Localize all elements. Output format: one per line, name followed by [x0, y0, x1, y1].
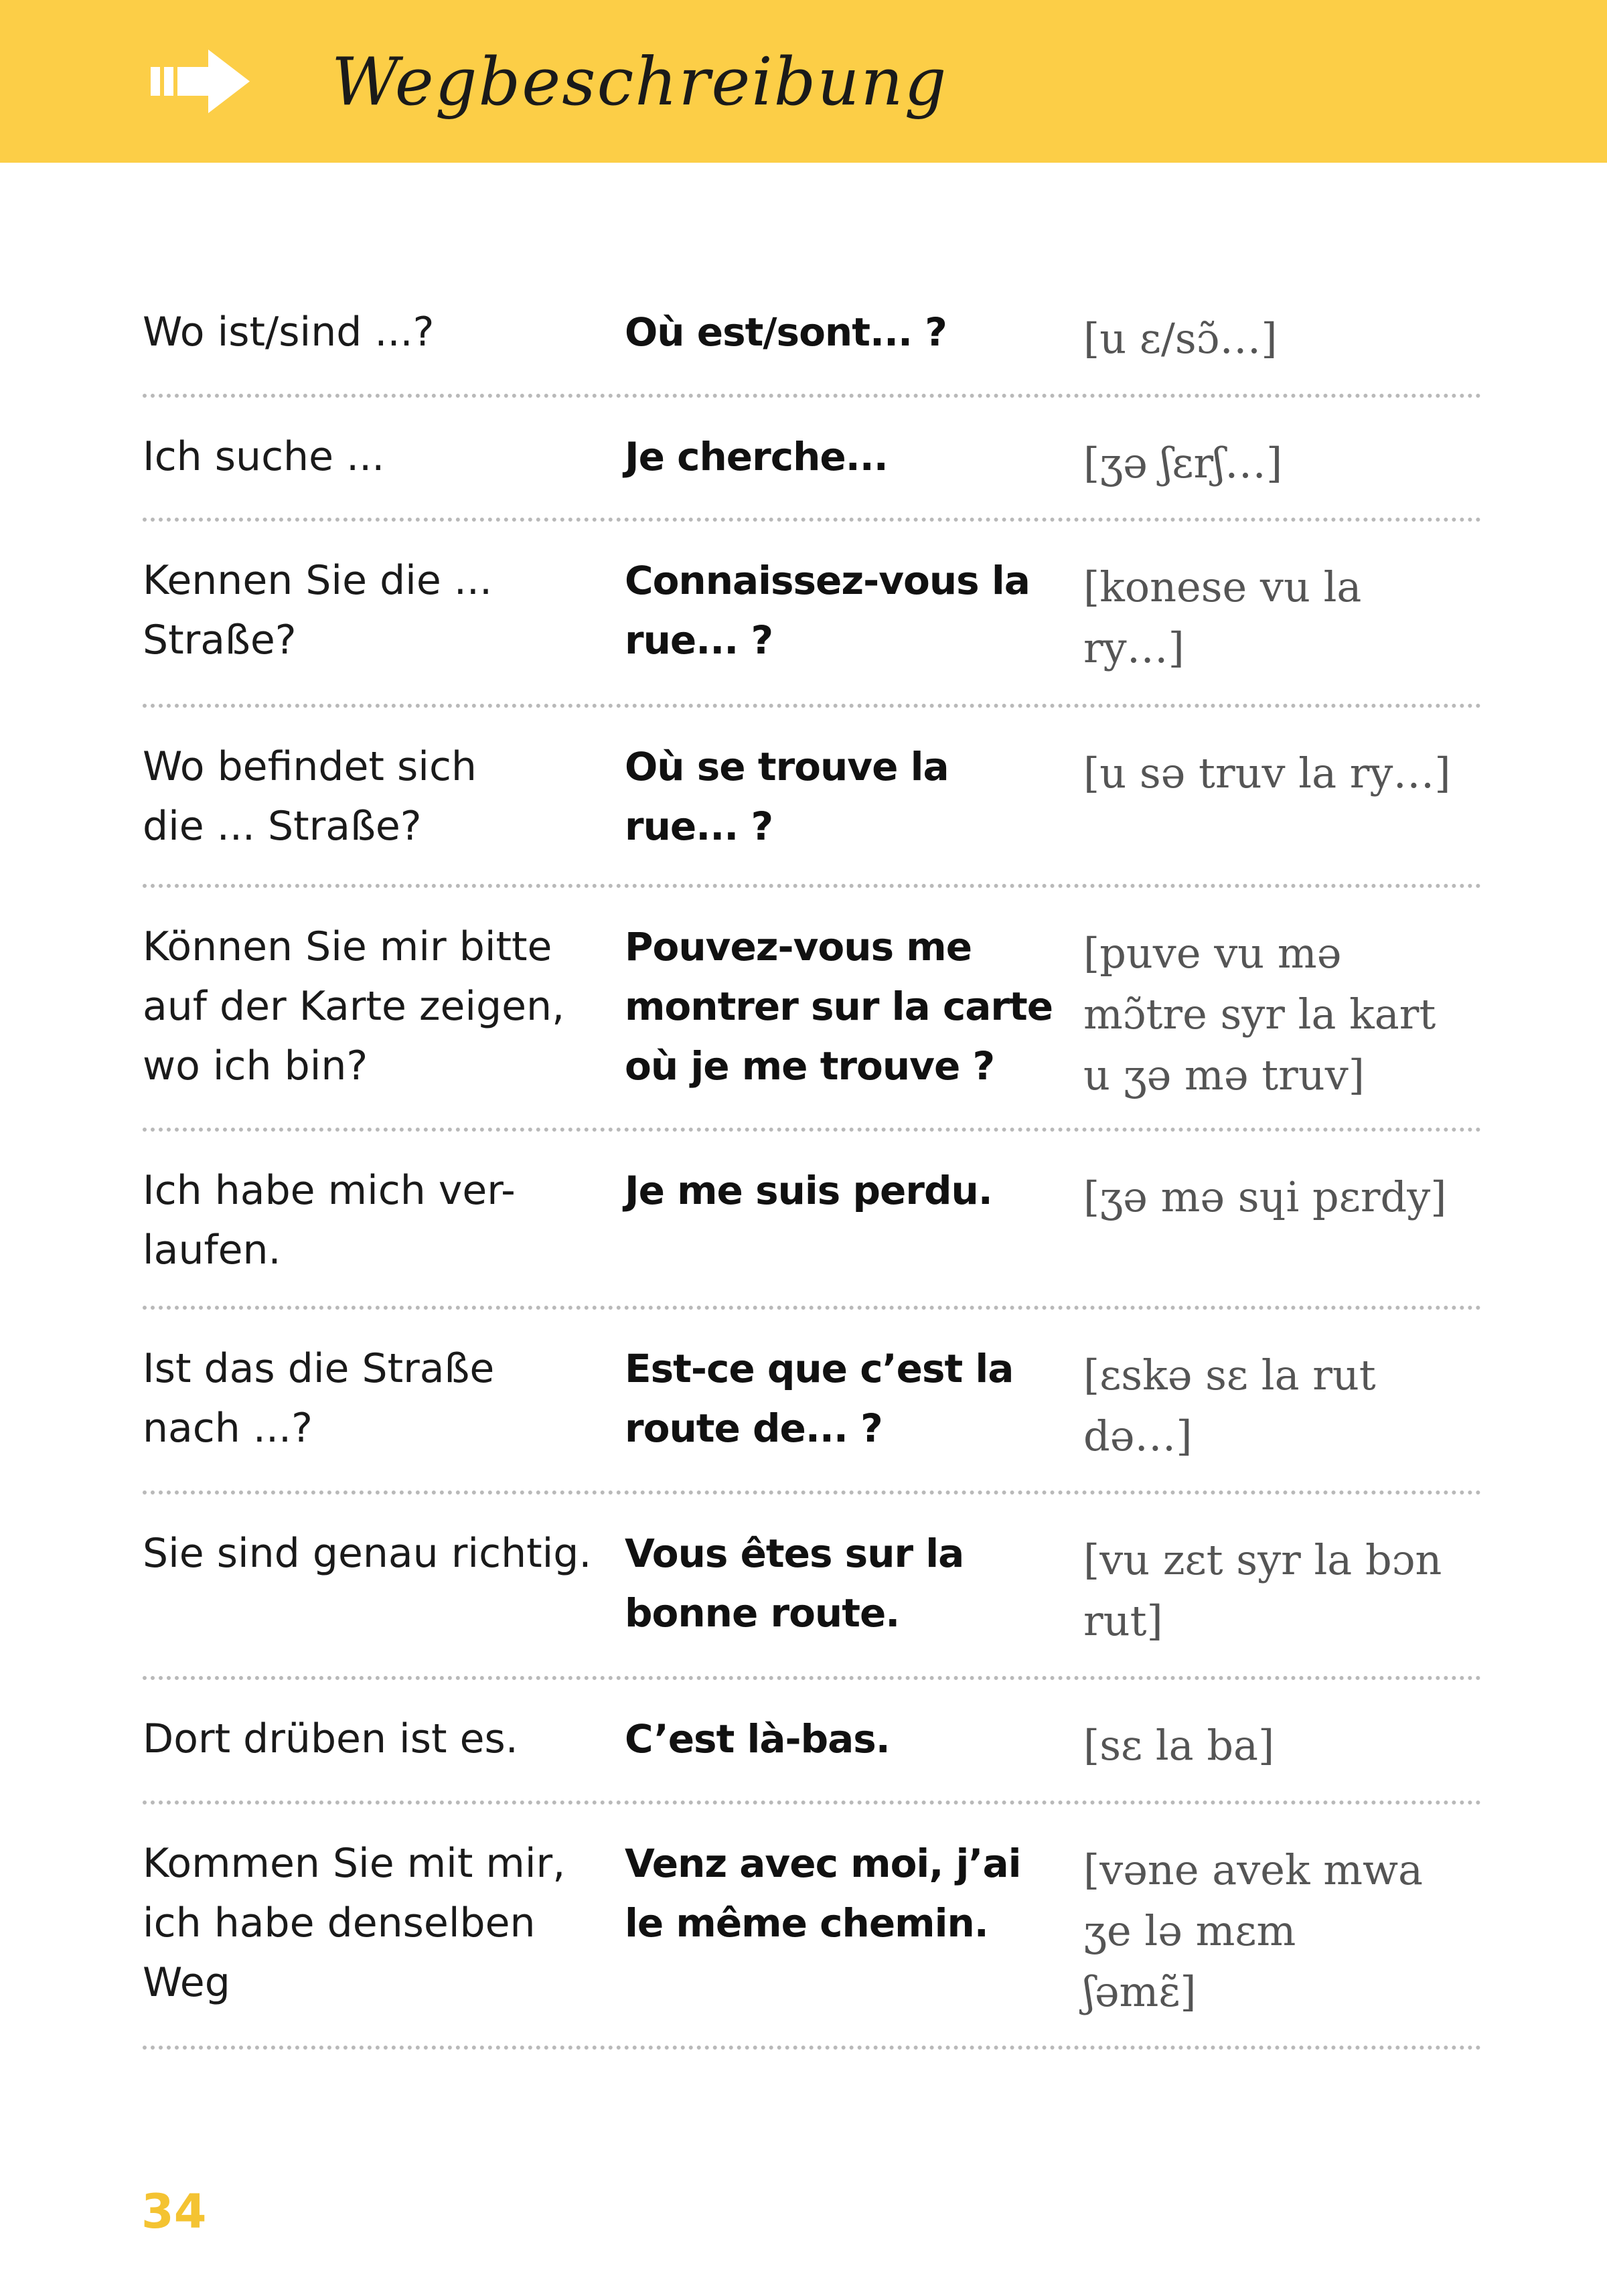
phrase-row [143, 1310, 1481, 1495]
pronunciation: [puve vu mə mɔ̃tre syr la kart u ʒə mə truv] [1083, 929, 1436, 1099]
german-phrase: Sie sind genau richtig. [143, 1530, 592, 1577]
phrase-row [143, 1805, 1481, 2050]
german-phrase: Kommen Sie mit mir, ich habe denselben Weg [143, 1840, 566, 2006]
german-phrase: Dort drüben ist es. [143, 1715, 518, 1762]
phrase-row [143, 273, 1481, 398]
page-title: Wegbeschreibung [331, 44, 948, 121]
pronunciation: [u ɛ/sɔ̃…] [1083, 314, 1278, 363]
phrase-row [143, 708, 1481, 888]
pronunciation: [ɛskə sɛ la rut də…] [1083, 1351, 1376, 1460]
french-phrase: Venz avec moi, j’ai le même chemin. [625, 1841, 1021, 1946]
german-phrase: Kennen Sie die ... Straße? [143, 557, 493, 664]
phrase-row [143, 1680, 1481, 1805]
french-phrase: Pouvez-vous me montrer sur la carte où je me trouve ? [625, 924, 1053, 1089]
page-number: 34 [141, 2184, 207, 2239]
french-phrase: Je me suis perdu. [625, 1168, 992, 1213]
phrase-row [143, 398, 1481, 522]
french-phrase: Où se trouve la rue... ? [625, 744, 949, 849]
phrase-row [143, 888, 1481, 1132]
pronunciation: [ʒə ʃɛrʃ…] [1083, 439, 1283, 487]
french-phrase: C’est là-bas. [625, 1716, 890, 1762]
header-band [0, 0, 1607, 163]
german-phrase: Können Sie mir bitte auf der Karte zeigen, wo ich bin? [143, 923, 565, 1089]
phrase-row [143, 522, 1481, 708]
french-phrase: Je cherche... [625, 434, 888, 479]
phrase-table [143, 273, 1481, 2050]
french-phrase: Vous êtes sur la bonne route. [625, 1531, 964, 1636]
german-phrase: Ist das die Straße nach ...? [143, 1345, 495, 1452]
french-phrase: Où est/sont... ? [625, 309, 947, 355]
french-phrase: Est-ce que c’est la route de... ? [625, 1346, 1014, 1451]
pronunciation: [ʒə mə sɥi pɛrdy] [1083, 1172, 1447, 1221]
pronunciation: [konese vu la ry…] [1083, 562, 1362, 672]
pronunciation: [vu zɛt syr la bɔn rut] [1083, 1535, 1442, 1645]
phrase-row [143, 1495, 1481, 1680]
german-phrase: Ich habe mich ver- laufen. [143, 1167, 516, 1274]
german-phrase: Wo ist/sind ...? [143, 309, 435, 356]
german-phrase: Ich suche ... [143, 433, 385, 480]
pronunciation: [u sə truv la ry…] [1083, 749, 1451, 797]
arrow-right-icon [151, 47, 251, 116]
phrase-row [143, 1132, 1481, 1310]
pronunciation: [vəne avek mwa ʒe lə mɛm ʃəmɛ̃] [1083, 1845, 1424, 2016]
german-phrase: Wo befindet sich die ... Straße? [143, 743, 477, 850]
pronunciation: [sɛ la ba] [1083, 1721, 1275, 1770]
french-phrase: Connaissez-vous la rue... ? [625, 558, 1030, 663]
